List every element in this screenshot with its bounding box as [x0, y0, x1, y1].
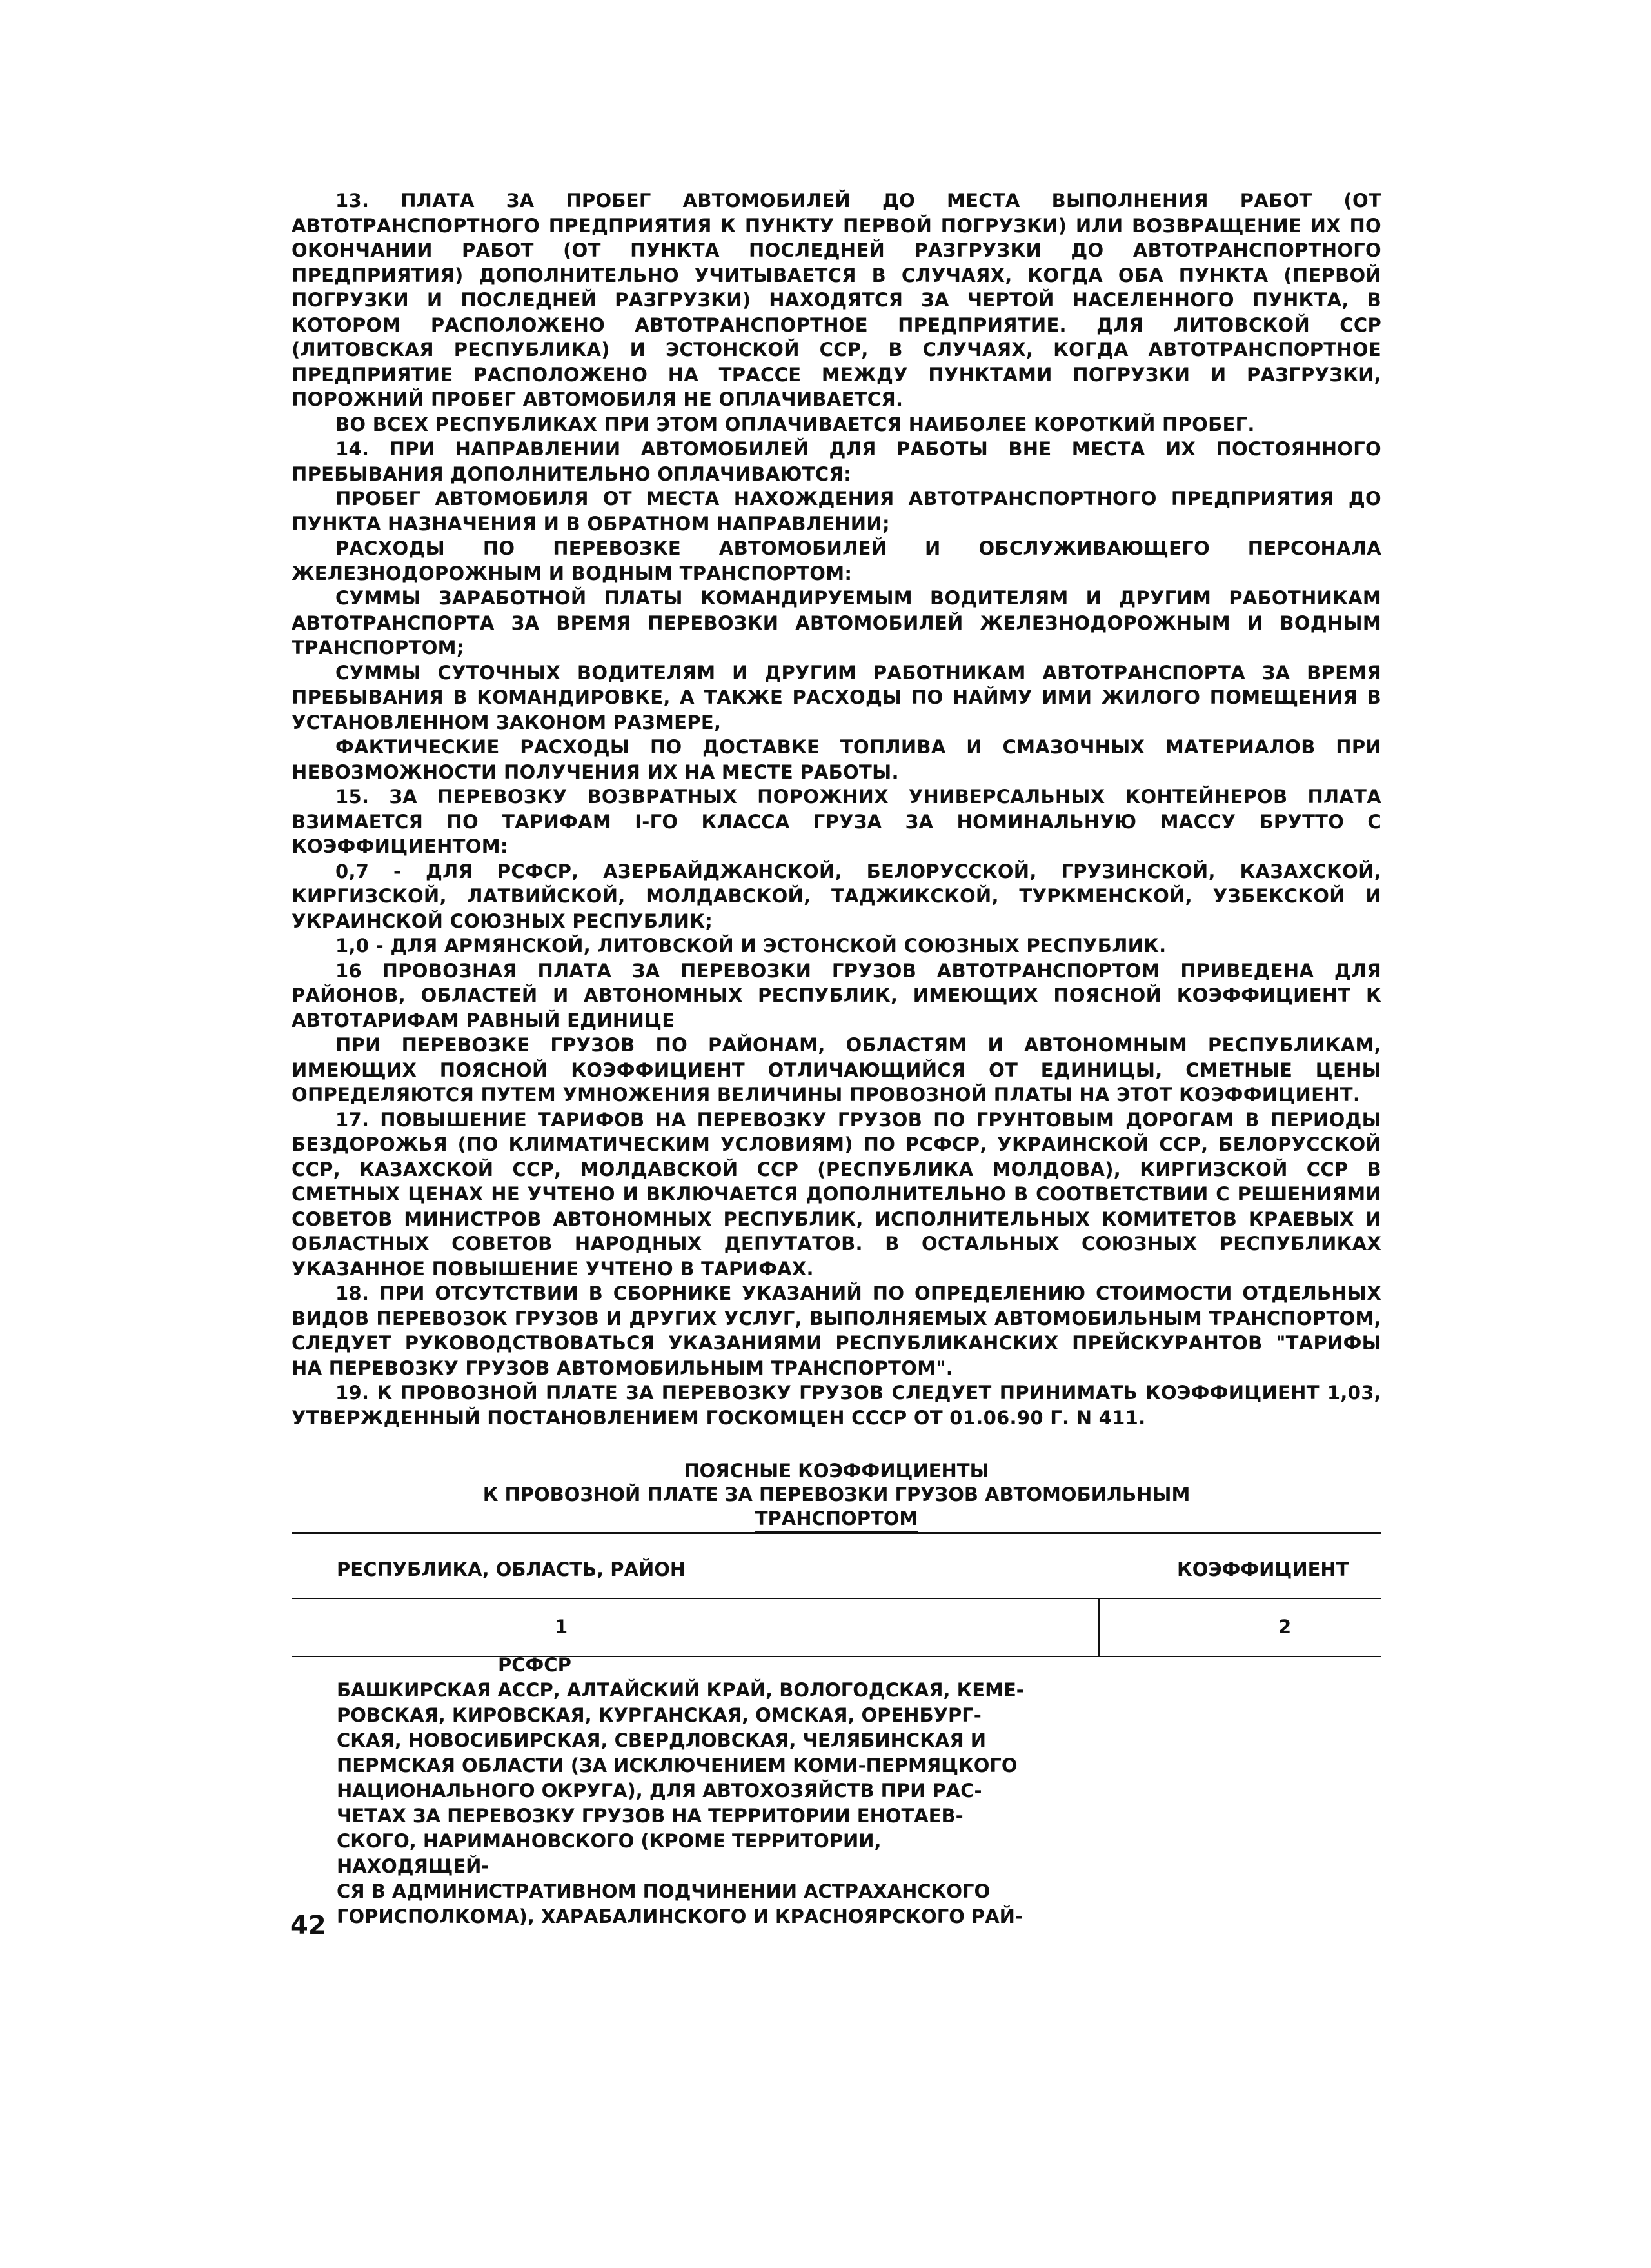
- paragraph-14-item-4: СУММЫ СУТОЧНЫХ ВОДИТЕЛЯМ И ДРУГИМ РАБОТНИКАМ АВТОТРАНСПОРТА ЗА ВРЕМЯ ПРЕБЫВАНИЯ В КОМАНДИРОВКЕ, А ТАКЖЕ РАСХОДЫ ПО НАЙМУ ИМИ ЖИЛОГО ПОМЕЩЕНИЯ В УСТАНОВЛЕННОМ ЗАКОНОМ РАЗМЕРЕ,: [292, 661, 1381, 733]
- page-number: 42: [290, 1911, 326, 1940]
- table-caption-line: К ПРОВОЗНОЙ ПЛАТЕ ЗА ПЕРЕВОЗКИ ГРУЗОВ АВТОМОБИЛЬНЫМ: [482, 1484, 1191, 1506]
- paragraph-14-item-2: РАСХОДЫ ПО ПЕРЕВОЗКЕ АВТОМОБИЛЕЙ И ОБСЛУЖИВАЮЩЕГО ПЕРСОНАЛА ЖЕЛЕЗНОДОРОЖНЫМ И ВОДНЫМ ТРАНСПОРТОМ:: [292, 537, 1381, 584]
- header-coefficient: КОЭФФИЦИЕНТ: [1177, 1558, 1349, 1580]
- paragraph-15-coef-2: 1,0 - ДЛЯ АРМЯНСКОЙ, ЛИТОВСКОЙ И ЭСТОНСКОЙ СОЮЗНЫХ РЕСПУБЛИК.: [335, 935, 1167, 957]
- paragraph-16: 16 ПРОВОЗНАЯ ПЛАТА ЗА ПЕРЕВОЗКИ ГРУЗОВ АВТОТРАНСПОРТОМ ПРИВЕДЕНА ДЛЯ РАЙОНОВ, ОБЛАСТЕЙ И АВТОНОМНЫХ РЕСПУБЛИК, ИМЕЮЩИХ ПОЯСНОЙ КОЭФФИЦИЕНТ К АВТОТАРИФАМ РАВНЫЙ ЕДИНИЦЕ: [292, 959, 1381, 1031]
- body-text: [292, 188, 1381, 1430]
- paragraph-17: 17. ПОВЫШЕНИЕ ТАРИФОВ НА ПЕРЕВОЗКУ ГРУЗОВ ПО ГРУНТОВЫМ ДОРОГАМ В ПЕРИОДЫ БЕЗДОРОЖЬЯ (ПО КЛИМАТИЧЕСКИМ УСЛОВИЯМ) ПО РСФСР, УКРАИНСКОЙ ССР, БЕЛОРУССКОЙ ССР, КАЗАХСКОЙ ССР, МОЛДАВСКОЙ ССР (РЕСПУБЛИКА МОЛДОВА), КИРГИЗСКОЙ ССР В СМЕТНЫХ ЦЕНАХ НЕ УЧТЕНО И ВКЛЮЧАЕТСЯ ДОПОЛНИТЕЛЬНО В СООТВЕТСТВИИ С РЕШЕНИЯМИ СОВЕТОВ МИНИСТРОВ АВТОНОМНЫХ РЕСПУБЛИК, ИСПОЛНИТЕЛЬНЫХ КОМИТЕТОВ КРАЕВЫХ И ОБЛАСТНЫХ СОВЕТОВ НАРОДНЫХ ДЕПУТАТОВ. В ОСТАЛЬНЫХ СОЮЗНЫХ РЕСПУБЛИКАХ УКАЗАННОЕ ПОВЫШЕНИЕ УЧТЕНО В ТАРИФАХ.: [292, 1108, 1381, 1280]
- paragraph-15: 15. ЗА ПЕРЕВОЗКУ ВОЗВРАТНЫХ ПОРОЖНИХ УНИВЕРСАЛЬНЫХ КОНТЕЙНЕРОВ ПЛАТА ВЗИМАЕТСЯ ПО ТАРИФАМ I-ГО КЛАССА ГРУЗА ЗА НОМИНАЛЬНУЮ МАССУ БРУТТО С КОЭФФИЦИЕНТОМ:: [292, 786, 1381, 857]
- paragraph-13-note: ВО ВСЕХ РЕСПУБЛИКАХ ПРИ ЭТОМ ОПЛАЧИВАЕТСЯ НАИБОЛЕЕ КОРОТКИЙ ПРОБЕГ.: [335, 413, 1255, 435]
- table-section-title: РСФСР: [498, 1654, 571, 1676]
- paragraph-14-item-3: СУММЫ ЗАРАБОТНОЙ ПЛАТЫ КОМАНДИРУЕМЫМ ВОДИТЕЛЯМ И ДРУГИМ РАБОТНИКАМ АВТОТРАНСПОРТА ЗА ВРЕМЯ ПЕРЕВОЗКИ АВТОМОБИЛЕЙ ЖЕЛЕЗНОДОРОЖНЫМ И ВОДНЫМ ТРАНСПОРТОМ;: [292, 587, 1381, 659]
- table-caption-line: ТРАНСПОРТОМ: [755, 1507, 918, 1533]
- table-body: [337, 1653, 1033, 1929]
- column-divider: [1098, 1598, 1100, 1657]
- paragraph-13: 13. ПЛАТА ЗА ПРОБЕГ АВТОМОБИЛЕЙ ДО МЕСТА ВЫПОЛНЕНИЯ РАБОТ (ОТ АВТОТРАНСПОРТНОГО ПРЕДПРИЯТИЯ К ПУНКТУ ПЕРВОЙ ПОГРУЗКИ) ИЛИ ВОЗВРАЩЕНИЕ ИХ ПО ОКОНЧАНИИ РАБОТ (ОТ ПУНКТА ПОСЛЕДНЕЙ РАЗГРУЗКИ ДО АВТОТРАНСПОРТНОГО ПРЕДПРИЯТИЯ) ДОПОЛНИТЕЛЬНО УЧИТЫВАЕТСЯ В СЛУЧАЯХ, КОГДА ОБА ПУНКТА (ПЕРВОЙ ПОГРУЗКИ И ПОСЛЕДНЕЙ РАЗГРУЗКИ) НАХОДЯТСЯ ЗА ЧЕРТОЙ НАСЕЛЕННОГО ПУНКТА, В КОТОРОМ РАСПОЛОЖЕНО АВТОТРАНСПОРТНОЕ ПРЕДПРИЯТИЕ. ДЛЯ ЛИТОВСКОЙ ССР (ЛИТОВСКАЯ РЕСПУБЛИКА) И ЭСТОНСКОЙ ССР, В СЛУЧАЯХ, КОГДА АВТОТРАНСПОРТНОЕ ПРЕДПРИЯТИЕ РАСПОЛОЖЕНО НА ТРАССЕ МЕЖДУ ПУНКТАМИ ПОГРУЗКИ И РАЗГРУЗКИ, ПОРОЖНИЙ ПРОБЕГ АВТОМОБИЛЯ НЕ ОПЛАЧИВАЕТСЯ.: [292, 190, 1381, 410]
- column-number-2: 2: [1278, 1616, 1292, 1638]
- table-row-line: РОВСКАЯ, КИРОВСКАЯ, КУРГАНСКАЯ, ОМСКАЯ, ОРЕНБУРГ-: [337, 1704, 982, 1726]
- table-row-line: БАШКИРСКАЯ АССР, АЛТАЙСКИЙ КРАЙ, ВОЛОГОДСКАЯ, КЕМЕ-: [337, 1679, 1024, 1701]
- header-region: РЕСПУБЛИКА, ОБЛАСТЬ, РАЙОН: [337, 1558, 686, 1580]
- paragraph-14-item-1: ПРОБЕГ АВТОМОБИЛЯ ОТ МЕСТА НАХОЖДЕНИЯ АВТОТРАНСПОРТНОГО ПРЕДПРИЯТИЯ ДО ПУНКТА НАЗНАЧЕНИЯ И В ОБРАТНОМ НАПРАВЛЕНИИ;: [292, 488, 1381, 535]
- table-row-line: СКОГО, НАРИМАНОВСКОГО (КРОМЕ ТЕРРИТОРИИ, НАХОДЯЩЕЙ-: [337, 1830, 882, 1877]
- column-number-1: 1: [555, 1616, 568, 1638]
- paragraph-15-coef-1: 0,7 - ДЛЯ РСФСР, АЗЕРБАЙДЖАНСКОЙ, БЕЛОРУССКОЙ, ГРУЗИНСКОЙ, КАЗАХСКОЙ, КИРГИЗСКОЙ, ЛАТВИЙСКОЙ, МОЛДАВСКОЙ, ТАДЖИКСКОЙ, ТУРКМЕНСКОЙ, УЗБЕКСКОЙ И УКРАИНСКОЙ СОЮЗНЫХ РЕСПУБЛИК;: [292, 860, 1381, 932]
- paragraph-16-note: ПРИ ПЕРЕВОЗКЕ ГРУЗОВ ПО РАЙОНАМ, ОБЛАСТЯМ И АВТОНОМНЫМ РЕСПУБЛИКАМ, ИМЕЮЩИХ ПОЯСНОЙ КОЭФФИЦИЕНТ ОТЛИЧАЮЩИЙСЯ ОТ ЕДИНИЦЫ, СМЕТНЫЕ ЦЕНЫ ОПРЕДЕЛЯЮТСЯ ПУТЕМ УМНОЖЕНИЯ ВЕЛИЧИНЫ ПРОВОЗНОЙ ПЛАТЫ НА ЭТОТ КОЭФФИЦИЕНТ.: [292, 1034, 1381, 1106]
- table-top-rule: [292, 1532, 1381, 1534]
- table-row-line: ЧЕТАХ ЗА ПЕРЕВОЗКУ ГРУЗОВ НА ТЕРРИТОРИИ ЕНОТАЕВ-: [337, 1805, 964, 1827]
- paragraph-19: 19. К ПРОВОЗНОЙ ПЛАТЕ ЗА ПЕРЕВОЗКУ ГРУЗОВ СЛЕДУЕТ ПРИНИМАТЬ КОЭФФИЦИЕНТ 1,03, УТВЕРЖДЕННЫЙ ПОСТАНОВЛЕНИЕМ ГОСКОМЦЕН СССР ОТ 01.06.90 Г. N 411.: [292, 1382, 1381, 1429]
- table-row-line: СЯ В АДМИНИСТРАТИВНОМ ПОДЧИНЕНИИ АСТРАХАНСКОГО: [337, 1880, 991, 1902]
- header-divider: [292, 1598, 1381, 1599]
- table-caption-line: ПОЯСНЫЕ КОЭФФИЦИЕНТЫ: [684, 1460, 989, 1482]
- table-row-line: НАЦИОНАЛЬНОГО ОКРУГА), ДЛЯ АВТОХОЗЯЙСТВ ПРИ РАС-: [337, 1780, 982, 1802]
- table-row-line: СКАЯ, НОВОСИБИРСКАЯ, СВЕРДЛОВСКАЯ, ЧЕЛЯБИНСКАЯ И: [337, 1729, 987, 1751]
- paragraph-14-item-5: ФАКТИЧЕСКИЕ РАСХОДЫ ПО ДОСТАВКЕ ТОПЛИВА И СМАЗОЧНЫХ МАТЕРИАЛОВ ПРИ НЕВОЗМОЖНОСТИ ПОЛУЧЕНИЯ ИХ НА МЕСТЕ РАБОТЫ.: [292, 736, 1381, 783]
- table-row-line: ПЕРМСКАЯ ОБЛАСТИ (ЗА ИСКЛЮЧЕНИЕМ КОМИ-ПЕРМЯЦКОГО: [337, 1755, 1018, 1776]
- paragraph-14: 14. ПРИ НАПРАВЛЕНИИ АВТОМОБИЛЕЙ ДЛЯ РАБОТЫ ВНЕ МЕСТА ИХ ПОСТОЯННОГО ПРЕБЫВАНИЯ ДОПОЛНИТЕЛЬНО ОПЛАЧИВАЮТСЯ:: [292, 438, 1381, 485]
- table-row-line: ГОРИСПОЛКОМА), ХАРАБАЛИНСКОГО И КРАСНОЯРСКОГО РАЙ-: [337, 1905, 1023, 1927]
- paragraph-18: 18. ПРИ ОТСУТСТВИИ В СБОРНИКЕ УКАЗАНИЙ ПО ОПРЕДЕЛЕНИЮ СТОИМОСТИ ОТДЕЛЬНЫХ ВИДОВ ПЕРЕВОЗОК ГРУЗОВ И ДРУГИХ УСЛУГ, ВЫПОЛНЯЕМЫХ АВТОМОБИЛЬНЫМ ТРАНСПОРТОМ, СЛЕДУЕТ РУКОВОДСТВОВАТЬСЯ УКАЗАНИЯМИ РЕСПУБЛИКАНСКИХ ПРЕЙСКУРАНТОВ "ТАРИФЫ НА ПЕРЕВОЗКУ ГРУЗОВ АВТОМОБИЛЬНЫМ ТРАНСПОРТОМ".: [292, 1282, 1381, 1379]
- table-caption: [292, 1459, 1381, 1533]
